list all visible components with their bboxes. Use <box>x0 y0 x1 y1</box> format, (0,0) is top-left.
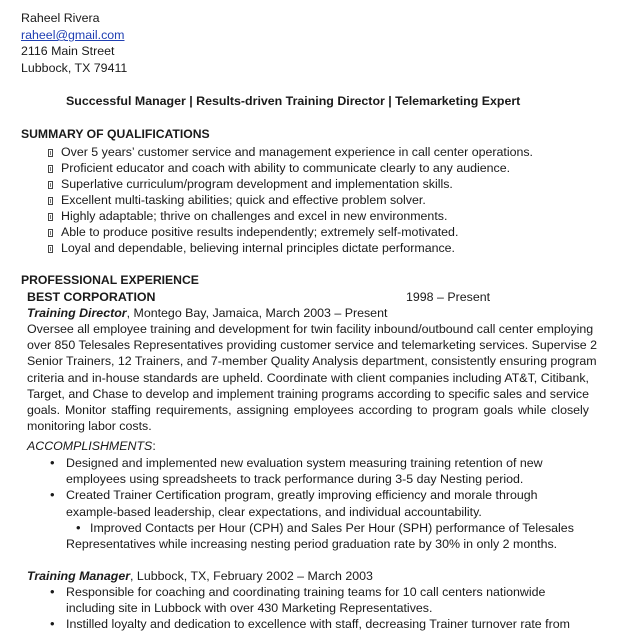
description-line: criteria and in-house standards are upheld. Coordinate with client companies including AT&T, Citibank, <box>27 370 589 385</box>
bullet-item-line: Improved Contacts per Hour (CPH) and Sales Per Hour (SPH) performance of Telesales <box>90 520 574 535</box>
bullet-glyph-icon <box>48 149 53 157</box>
company-name: BEST CORPORATION <box>27 290 156 304</box>
bullet-glyph-icon <box>48 245 53 253</box>
bullet-item-line: example-based leadership, clear expectations, and individual accountability. <box>66 504 482 519</box>
accomplishments-label <box>27 438 156 454</box>
summary-item: Superlative curriculum/program development and implementation skills. <box>61 177 453 191</box>
role-title: Training Manager <box>27 569 131 583</box>
summary-item: Over 5 years’ customer service and management experience in call center operations. <box>61 145 533 159</box>
accomplishments-label-text: ACCOMPLISHMENTS <box>27 439 153 453</box>
experience-heading: PROFESSIONAL EXPERIENCE <box>21 273 199 287</box>
summary-item: Able to produce positive results independently; extremely self-motivated. <box>61 225 459 239</box>
role-line-training-manager <box>27 568 373 584</box>
bullet-glyph-icon <box>48 181 53 189</box>
role-details: , Lubbock, TX, February 2002 – March 2003 <box>130 569 373 583</box>
summary-item: Excellent multi-tasking abilities; quick and effective problem solver. <box>61 193 426 207</box>
accomplishments-colon: : <box>152 439 156 453</box>
role-details: , Montego Bay, Jamaica, March 2003 – Present <box>126 306 388 320</box>
bullet-item-line: employees using spreadsheets to track performance during 3-5 day Nesting period. <box>66 472 524 487</box>
bullet-item-line: including site in Lubbock with over 430 Marketing Representatives. <box>66 601 433 616</box>
description-line: monitoring labor costs. <box>27 419 152 434</box>
bullet-icon: • <box>50 487 55 503</box>
description-line: Senior Trainers, 12 Trainers, and 7-member Quality Analysis department, consistently ensuring program <box>27 354 597 369</box>
bullet-icon: • <box>50 616 55 632</box>
bullet-item-line: Created Trainer Certification program, greatly improving efficiency and morale through <box>66 488 538 503</box>
contact-street: 2116 Main Street <box>21 44 115 58</box>
tagline: Successful Manager | Results-driven Training Director | Telemarketing Expert <box>66 94 521 108</box>
bullet-glyph-icon <box>48 213 53 221</box>
bullet-glyph-icon <box>48 165 53 173</box>
summary-item: Loyal and dependable, believing internal principles dictate performance. <box>61 241 456 255</box>
bullet-item-line: Responsible for coaching and coordinating training teams for 10 call centers nationwide <box>66 585 546 599</box>
bullet-icon: • <box>76 519 81 535</box>
description-line: goals. Monitor staffing requirements, assigning employees according to program goals while closely <box>27 402 589 417</box>
summary-item: Proficient educator and coach with ability to communicate clearly to any audience. <box>61 161 511 175</box>
bullet-item-line: Instilled loyalty and dedication to excellence with staff, decreasing Trainer turnover rate from <box>66 617 570 632</box>
company-dates: 1998 – Present <box>406 290 491 304</box>
contact-name: Raheel Rivera <box>21 11 100 25</box>
bullet-glyph-icon <box>48 197 53 205</box>
bullet-item-line: Designed and implemented new evaluation system measuring training retention of new <box>66 456 543 470</box>
description-line: over 850 Telesales Representatives providing customer service and telemarketing services. Supervise 2 <box>27 338 598 353</box>
bullet-glyph-icon <box>48 229 53 237</box>
contact-city: Lubbock, TX 79411 <box>21 61 128 75</box>
summary-item: Highly adaptable; thrive on challenges and excel in new environments. <box>61 209 448 223</box>
bullet-icon: • <box>50 584 55 599</box>
email-link[interactable]: raheel@gmail.com <box>21 28 125 42</box>
bullet-item-line: Representatives while increasing nesting period graduation rate by 30% in only 2 months. <box>66 537 558 551</box>
summary-heading: SUMMARY OF QUALIFICATIONS <box>21 127 210 141</box>
role-title: Training Director <box>27 306 127 320</box>
description-line: Oversee all employee training and development for twin facility inbound/outbound call center employing <box>27 322 594 336</box>
role-description <box>27 321 598 434</box>
description-line: Target, and Chase to develop and implement training programs according to specific sales and service <box>27 386 589 401</box>
bullet-icon: • <box>50 455 55 470</box>
role-line-training-director <box>27 305 387 321</box>
